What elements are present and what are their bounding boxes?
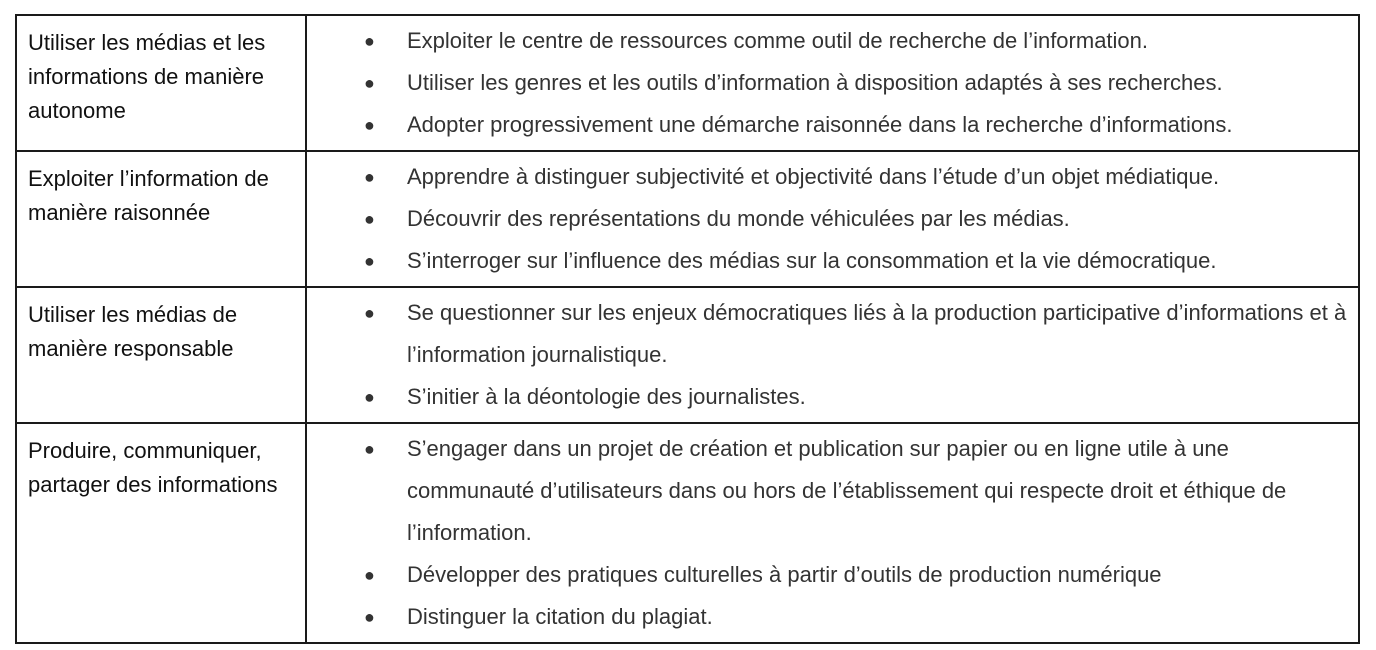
competence-cell <box>16 15 306 151</box>
table-row <box>16 423 1359 643</box>
competence-label: Utiliser les médias de manière responsable <box>28 302 238 361</box>
bullet-icon: ● <box>364 115 375 135</box>
objective-text: Se questionner sur les enjeux démocratiques liés à la production participative d’informations et à l’information journalistique. <box>407 300 1347 367</box>
competence-label: Utiliser les médias et les informations de manière autonome <box>28 30 266 123</box>
bullet-icon: ● <box>364 607 375 627</box>
objective-text: Distinguer la citation du plagiat. <box>407 604 713 629</box>
competence-cell <box>16 423 306 643</box>
list-item <box>307 554 1350 596</box>
list-item <box>307 20 1350 62</box>
competence-label: Produire, communiquer, partager des informations <box>28 438 278 497</box>
objectives-list <box>307 428 1350 638</box>
bullet-icon: ● <box>364 31 375 51</box>
list-item <box>307 198 1350 240</box>
table-row <box>16 15 1359 151</box>
objective-text: S’initier à la déontologie des journalistes. <box>407 384 806 409</box>
objectives-list <box>307 20 1350 146</box>
list-item <box>307 156 1350 198</box>
bullet-icon: ● <box>364 251 375 271</box>
objectives-cell <box>306 15 1359 151</box>
list-item <box>307 104 1350 146</box>
bullet-icon: ● <box>364 167 375 187</box>
objectives-cell <box>306 151 1359 287</box>
list-item <box>307 240 1350 282</box>
list-item <box>307 428 1350 554</box>
objective-text: Découvrir des représentations du monde véhiculées par les médias. <box>407 206 1070 231</box>
competence-cell <box>16 151 306 287</box>
competence-label: Exploiter l’information de manière raisonnée <box>28 166 269 225</box>
bullet-icon: ● <box>364 73 375 93</box>
objectives-cell <box>306 287 1359 423</box>
objective-text: S’engager dans un projet de création et publication sur papier ou en ligne utile à une communauté d’utilisateurs dans ou hors de l’établissement qui respecte droit et éthique de l’information. <box>407 436 1287 545</box>
objectives-list <box>307 292 1350 418</box>
list-item <box>307 376 1350 418</box>
bullet-icon: ● <box>364 387 375 407</box>
objective-text: Utiliser les genres et les outils d’information à disposition adaptés à ses recherches. <box>407 70 1223 95</box>
objective-text: Apprendre à distinguer subjectivité et objectivité dans l’étude d’un objet médiatique. <box>407 164 1220 189</box>
objective-text: Développer des pratiques culturelles à partir d’outils de production numérique <box>407 562 1162 587</box>
competence-cell <box>16 287 306 423</box>
table-row <box>16 151 1359 287</box>
objectives-cell <box>306 423 1359 643</box>
bullet-icon: ● <box>364 209 375 229</box>
objective-text: S’interroger sur l’influence des médias sur la consommation et la vie démocratique. <box>407 248 1217 273</box>
list-item <box>307 596 1350 638</box>
objective-text: Exploiter le centre de ressources comme outil de recherche de l’information. <box>407 28 1149 53</box>
list-item <box>307 292 1350 376</box>
list-item <box>307 62 1350 104</box>
bullet-icon: ● <box>364 439 375 459</box>
objective-text: Adopter progressivement une démarche raisonnée dans la recherche d’informations. <box>407 112 1233 137</box>
bullet-icon: ● <box>364 565 375 585</box>
table-row <box>16 287 1359 423</box>
bullet-icon: ● <box>364 303 375 323</box>
objectives-list <box>307 156 1350 282</box>
competences-table <box>15 14 1360 644</box>
